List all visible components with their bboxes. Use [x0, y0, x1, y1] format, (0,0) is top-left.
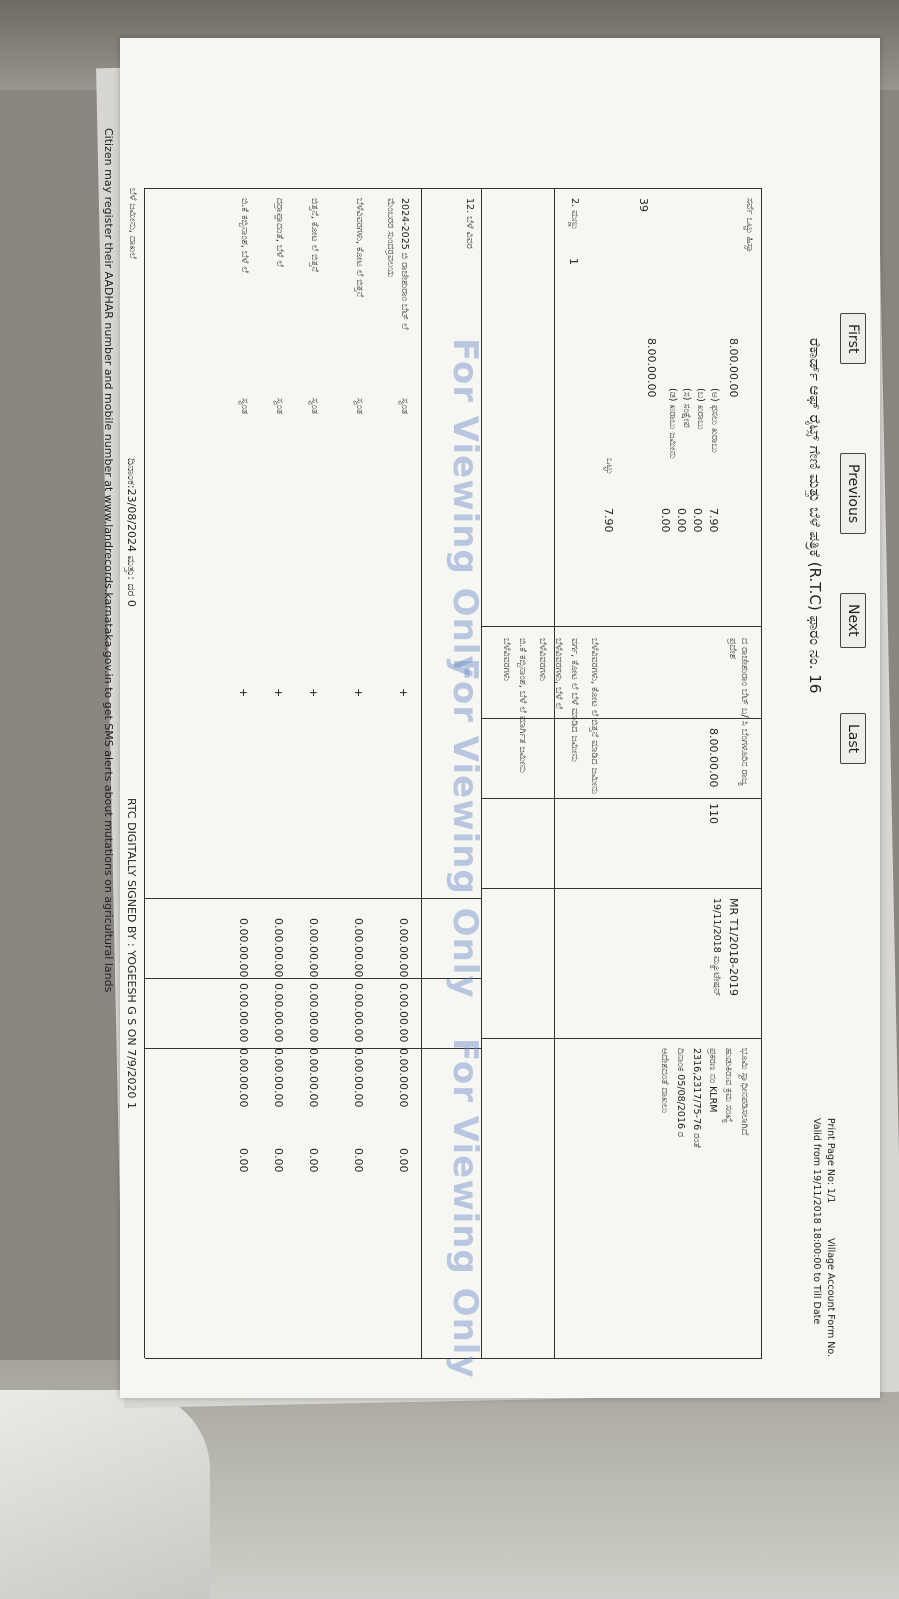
footer-date: ದಿನಾಂಕ:23/08/2024 ಮತ್ತು: ದರ 0	[125, 458, 138, 607]
rule	[421, 188, 422, 1358]
row-v4: 0.00	[397, 1148, 410, 1173]
row-v1: 0.00.00.00	[272, 918, 285, 978]
rule	[145, 188, 762, 189]
karab-d: (ಡ) ಖರಾಬು ಜಮೀನು	[667, 388, 678, 459]
row-plus: +	[237, 688, 250, 698]
row-v4: 0.00	[237, 1148, 250, 1173]
watermark: For Viewing Only	[445, 1038, 485, 1379]
row-v2: 0.00.00.00	[272, 983, 285, 1043]
khata-number: 110	[707, 803, 720, 824]
tax-b: 0.00	[675, 508, 688, 533]
row-v1: 0.00.00.00	[352, 918, 365, 978]
rtc-document	[102, 38, 880, 1398]
row-v3: 0.00.00.00	[237, 1048, 250, 1108]
watermark: For Viewing Only	[445, 338, 485, 679]
print-page: Print Page No: 1/1	[825, 1118, 836, 1204]
row-v2: 0.00.00.00	[237, 983, 250, 1043]
rights-line-2: ವರ್ಗ, ಕೋಟ ಲೆ ಬೆಳೆ ಮಾಡಿದ ಜಮೀನು	[569, 638, 580, 762]
remaining-extent: 8.00.00.00	[645, 338, 658, 398]
survey-number: 39	[637, 198, 650, 212]
rights-line-1: ಬೆಳೆವಿವರಗಳು, ಕೋಟ ಲೆ ಬಿತ್ತನೆ ಮಾಡಿದ ಜಮೀನು	[589, 638, 600, 795]
tax-sum: 7.90	[602, 508, 615, 533]
first-button[interactable]: First	[840, 313, 866, 364]
remarks-3: ಪ್ರಕರಣ ನಂ KLRM	[707, 1048, 718, 1113]
rights-line-6: ಬೆಳೆವಿವರಗಳು	[501, 638, 512, 681]
row-plus: +	[272, 688, 285, 698]
signed-by: RTC DIGITALLY SIGNED BY : YOGEESH G S ON 7/9/2020 1	[125, 798, 138, 1109]
soil-label: 2. ಮಣ್ಣು	[569, 198, 580, 231]
row-v4: 0.00	[307, 1148, 320, 1173]
valid-from: Valid from 19/11/2018 18:00:00 to Till Date	[811, 1118, 822, 1325]
row-mark: ಸ್ವಂತ	[399, 398, 410, 414]
row-v2: 0.00.00.00	[352, 983, 365, 1043]
row-plus: +	[307, 688, 320, 698]
row-v4: 0.00	[352, 1148, 365, 1173]
rule	[761, 188, 762, 1358]
remarks-2: ಹುಡುಕಿರುವ ಕ್ರಮ ಸಂಖ್ಯೆ	[723, 1048, 734, 1123]
row-desc: ದರ್ರಾಪ್ಪಾದಂತೆ, ಬೆಳೆ ಲೆ	[274, 198, 285, 267]
karab-b: (ಬ) ಖರಾಬು	[695, 388, 706, 430]
rule	[482, 798, 762, 799]
row-mark: ಸ್ವಂತ	[274, 398, 285, 414]
village-account: Village Account Form No.	[825, 1238, 836, 1358]
tax-a: 0.00	[691, 508, 704, 533]
row-v2: 0.00.00.00	[307, 983, 320, 1043]
row-plus: +	[352, 688, 365, 698]
row-v1: 0.00.00.00	[397, 918, 410, 978]
row-desc: ಮೆಂಬರರ ಸುಂದರ್ರವಲಯ	[385, 198, 396, 278]
rights-line-5: ಬಿ.ಕೆ ಕಬ್ಬಿನಾಂಶ, ಬೆಳೆ ಲೆ ಮಾರ್ಗಿತ ಜಮೀನು	[517, 638, 528, 773]
row-v3: 0.00.00.00	[272, 1048, 285, 1108]
rule	[482, 1038, 762, 1039]
total-extent: 8.00.00.00	[727, 338, 740, 398]
table-row	[382, 198, 410, 1348]
row-desc: ಬಿ.ಕೆ ಕಬ್ಬಿನಾಂಶ, ಬೆಳೆ ಲೆ	[239, 198, 250, 273]
crop-table-header: 12. ಬೆಳೆ ವಿವರ	[464, 198, 475, 249]
footer-left-note: ಬೆಳೆ ಜಮೀನು, ದಾಖಲೆ	[127, 188, 138, 259]
row-mark: ಸ್ವಂತ	[239, 398, 250, 414]
remarks-6: ಆದೇಶದಂತೆ ದಾಖಲು	[659, 1048, 670, 1114]
tax-total: 7.90	[707, 508, 720, 533]
rights-line-4: ಬೆಳೆವಿವರಗಳು	[537, 638, 548, 681]
table-row	[337, 198, 365, 1348]
row-desc: ಬಿತ್ತನೆ, ಕೋಟ ಲೆ ಬಿತ್ತನೆ	[309, 198, 320, 273]
watermark: For Viewing Only	[445, 658, 485, 999]
next-button[interactable]: Next	[840, 593, 866, 648]
row-desc: ಬೆಳೆವಿವರಗಳು, ಕೋಟ ಲೆ ಬಿತ್ತನೆ	[354, 198, 365, 298]
owner-extent: 8.00.00.00	[707, 728, 720, 788]
table-row	[292, 198, 320, 1348]
row-v1: 0.00.00.00	[307, 918, 320, 978]
table-row	[222, 198, 250, 1348]
karab-a: (ಅ) ಫಸಲು ಖರಾಬು	[709, 388, 720, 453]
remarks-5: ದಿನಾಂಕ 05/08/2016 ರ	[675, 1048, 686, 1138]
row-v2: 0.00.00.00	[397, 983, 410, 1043]
survey-label: ಸರ್ವೆ ಒಟ್ಟು ಹಿಸ್ಸಾ	[744, 198, 755, 253]
row-v3: 0.00.00.00	[397, 1048, 410, 1108]
citizen-note: Citizen may register their AADHAR number and mobile number at www.landrecords.karnataka.gov.in to get SMS alerts about mutations on agricultural lands	[102, 128, 115, 993]
tax-c: 0.00	[659, 508, 672, 533]
row-v3: 0.00.00.00	[307, 1048, 320, 1108]
remarks-1: ಭೂಮಿ ಸ್ವಾಧೀನಪಡಿಸಲಾಗಿದೆ	[739, 1048, 750, 1136]
row-v3: 0.00.00.00	[352, 1048, 365, 1108]
page-title: ರೆಕಾರ್ಡ್ ಆಫ್ ರೈಟ್ಸ್ ಗೇಣಿ ಮತ್ತು ಬೆಳೆ ಪತ್ರಿಕೆ (R.T.C) ಫಾರಂ ನಂ. 16	[806, 338, 824, 694]
karab-c: (ಸ) ಸಂಕ್ಷೇಪ	[681, 388, 692, 428]
previous-button[interactable]: Previous	[840, 453, 866, 534]
rule	[554, 188, 555, 1358]
rights-line-3: ಬೆಳೆವಿವರಗಳು, ಬೆಳೆ ಲೆ	[553, 638, 564, 709]
row-plus: +	[397, 688, 410, 698]
rule	[482, 626, 762, 627]
table-row	[257, 198, 285, 1348]
last-button[interactable]: Last	[840, 713, 866, 764]
row-year: 2024-2025 ಬಿ ರಾಜೇಶುರಾಂ ಬೆಟ್ ಲೆ	[399, 198, 410, 330]
power-cable	[0, 1390, 210, 1599]
soil-value: 1	[567, 258, 580, 265]
row-mark: ಸ್ವಂತ	[354, 398, 365, 414]
rule	[482, 888, 762, 889]
owner-name: ದ ರಾಜೇಶುರಾಂ ಬೆಟ್ ಬ/ ಸಿ ಬೆಂಗಳೂರಿನ ರಾಜ್ಯ ಪ್ರದೇಶ	[727, 638, 750, 786]
row-v4: 0.00	[272, 1148, 285, 1173]
mutation-date: 19/11/2018 ಮ್ಯೂಟೇಷನ್	[711, 898, 722, 997]
mutation-number: MR T1/2018-2019	[727, 898, 740, 997]
total-label: ಒಟ್ಟು	[604, 458, 615, 475]
row-v1: 0.00.00.00	[237, 918, 250, 978]
remarks-4: 2316,2317/75-76 ರಂತೆ	[691, 1048, 702, 1148]
row-mark: ಸ್ವಂತ	[309, 398, 320, 414]
rule	[144, 188, 145, 1358]
